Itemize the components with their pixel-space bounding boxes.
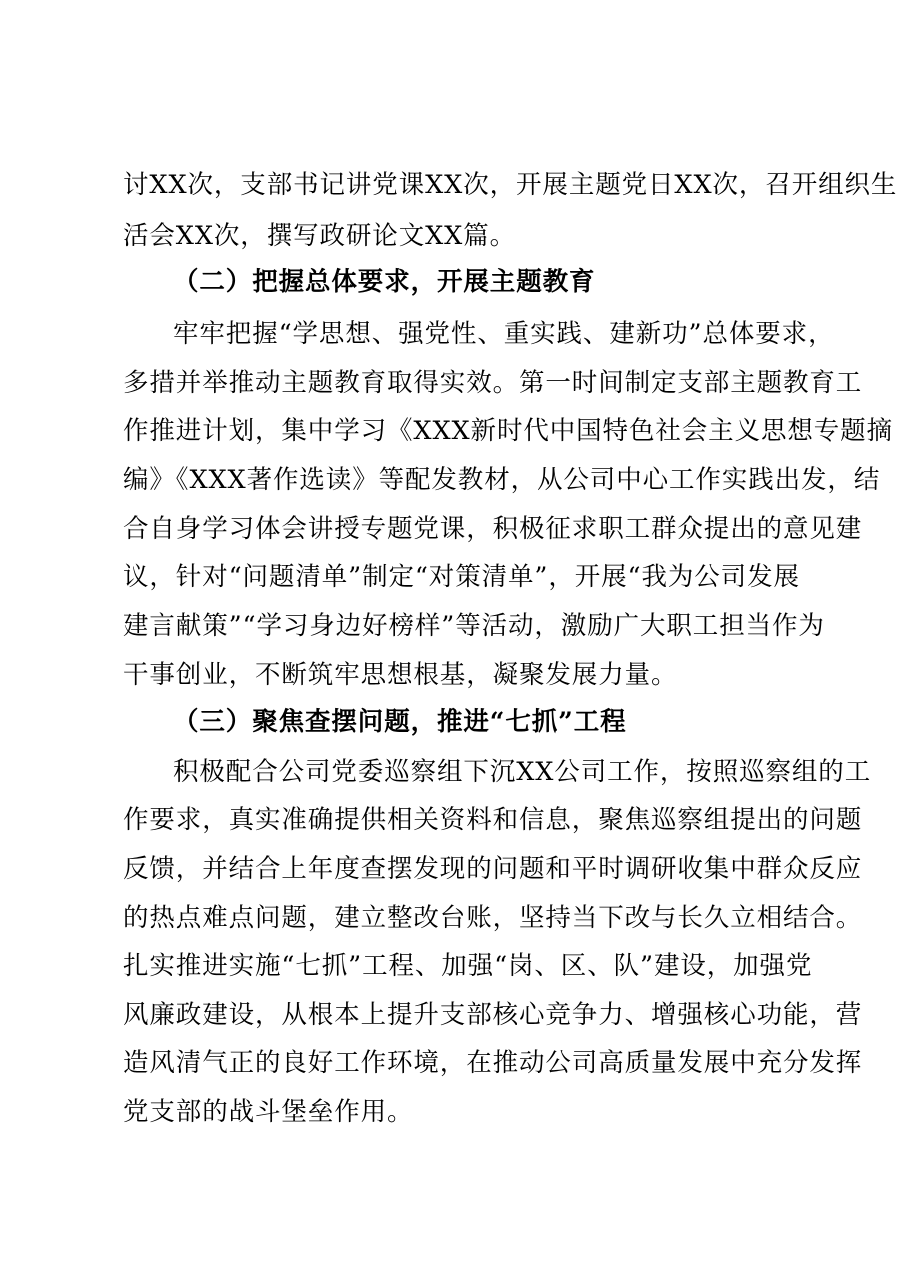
paragraph-line: 讨XX次，支部书记讲党课XX次，开展主题党日XX次，召开组织生 [123,170,898,200]
section-heading-2: （二）把握总体要求，开展主题教育 [173,267,596,297]
paragraph-line: 反馈，并结合上年度查摆发现的问题和平时调研收集中群众反应 [123,854,863,884]
paragraph-line: 的热点难点问题，建立整改台账，坚持当下改与长久立相结合。 [123,903,863,933]
paragraph-line: 牢牢把握“学思想、强党性、重实践、建新功”总体要求， [173,319,835,349]
paragraph-line: 议，针对“问题清单”制定“对策清单”，开展“我为公司发展 [123,562,800,592]
paragraph-line: 扎实推进实施“七抓”工程、加强“岗、区、队”建设，加强党 [123,951,813,981]
section-heading-3: （三）聚焦查摆问题，推进“七抓”工程 [173,707,627,737]
paragraph-line: 作要求，真实准确提供相关资料和信息，聚焦巡察组提出的问题 [123,805,863,835]
paragraph-line: 风廉政建设，从根本上提升支部核心竞争力、增强核心功能，营 [123,1000,863,1030]
paragraph-line: 合自身学习体会讲授专题党课，积极征求职工群众提出的意见建 [123,514,863,544]
paragraph-line: 干事创业，不断筑牢思想根基，凝聚发展力量。 [123,660,678,690]
paragraph-line: 建言献策”“学习身边好榜样”等活动，激励广大职工担当作为 [123,611,825,641]
paragraph-line: 积极配合公司党委巡察组下沉XX公司工作，按照巡察组的工 [173,757,872,787]
paragraph-line: 多措并举推动主题教育取得实效。第一时间制定支部主题教育工 [123,368,863,398]
paragraph-line: 造风清气正的良好工作环境，在推动公司高质量发展中充分发挥 [123,1048,863,1078]
paragraph-line: 作推进计划，集中学习《XXX新时代中国特色社会主义思想专题摘 [123,416,893,446]
paragraph-line: 编》《XXX著作选读》等配发教材，从公司中心工作实践出发，结 [123,465,881,495]
paragraph-line: 党支部的战斗堡垒作用。 [123,1097,414,1127]
paragraph-line: 活会XX次，撰写政研论文XX篇。 [123,221,517,251]
